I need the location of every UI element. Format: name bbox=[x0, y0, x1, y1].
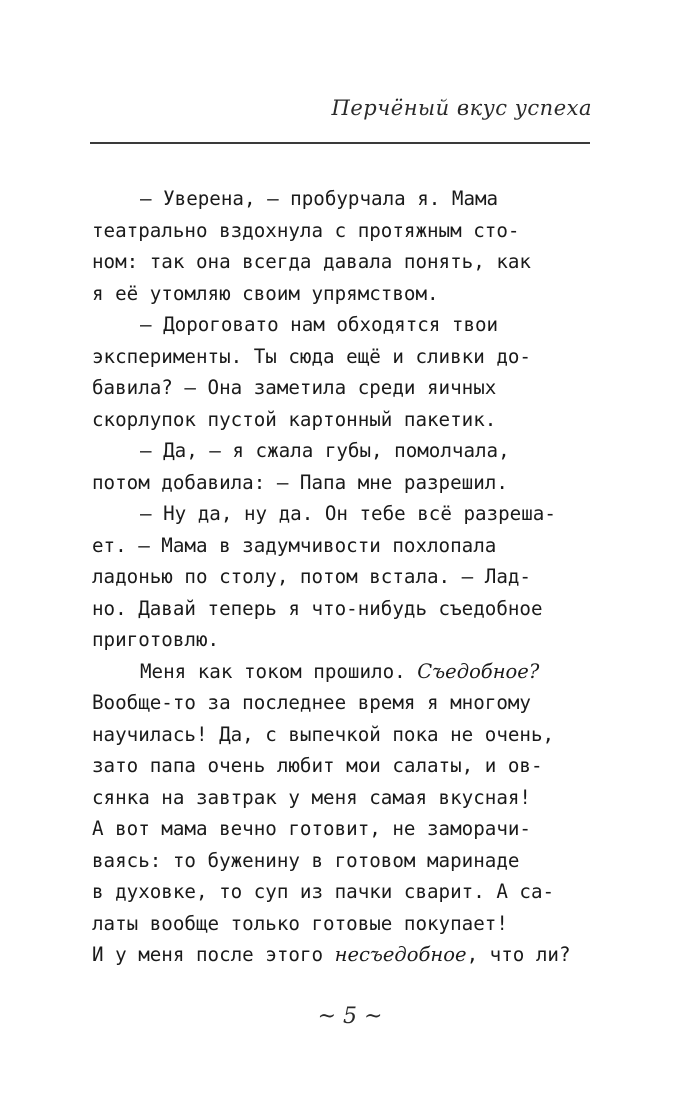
header-divider bbox=[90, 142, 590, 144]
running-header-title: Перчёный вкус успеха bbox=[331, 96, 592, 120]
text-line: И у меня после этого несъедобное, что ли? bbox=[92, 943, 571, 966]
text-line: научилась! Да, с выпечкой пока не очень, bbox=[92, 722, 555, 746]
text-line: бавила? — Она заметила среди яичных bbox=[92, 376, 497, 399]
text-line: латы вообще только готовые покупает! bbox=[92, 911, 508, 935]
body-text bbox=[92, 183, 588, 971]
text-line: сянка на завтрак у меня самая вкусная! bbox=[92, 785, 531, 809]
text-line: в духовке, то суп из пачки сварит. А са- bbox=[92, 880, 555, 903]
text-line: А вот мама вечно готовит, не заморачи- bbox=[92, 817, 531, 840]
text-line: приготовлю. bbox=[92, 628, 220, 651]
text-line: ваясь: то буженину в готовом маринаде bbox=[92, 848, 520, 872]
text-line: — Дороговато нам обходятся твои bbox=[140, 313, 499, 336]
text-line: эксперименты. Ты сюда ещё и сливки до- bbox=[92, 344, 531, 368]
text-line: но. Давай теперь я что-нибудь съедобное bbox=[92, 596, 543, 620]
emphasized-word: несъедобное bbox=[334, 943, 467, 966]
emphasized-word: Съедобное? bbox=[417, 659, 540, 683]
text-line: — Да, — я сжала губы, помолчала, bbox=[140, 439, 510, 462]
text-line: ладонью по столу, потом встала. — Лад- bbox=[92, 565, 531, 588]
text-line: театрально вздохнула с протяжным сто- bbox=[92, 218, 520, 242]
text-line: потом добавила: — Папа мне разрешил. bbox=[92, 470, 508, 494]
text-line: Меня как током прошило. Съедобное? bbox=[140, 659, 540, 683]
text-line: Вообще-то за последнее время я многому bbox=[92, 691, 531, 714]
page-number: ~ 5 ~ bbox=[317, 1004, 383, 1029]
text-line: скорлупок пустой картонный пакетик. bbox=[92, 407, 497, 431]
text-line: зато папа очень любит мои салаты, и ов- bbox=[92, 754, 543, 777]
text-line: ет. — Мама в задумчивости похлопала bbox=[92, 533, 497, 557]
text-line: — Уверена, — пробурчала я. Мама bbox=[140, 187, 499, 210]
text-line: я её утомляю своим упрямством. bbox=[92, 281, 439, 305]
text-line: — Ну да, ну да. Он тебе всё разреша- bbox=[140, 502, 556, 525]
text-line: ном: так она всегда давала понять, как bbox=[92, 250, 531, 273]
